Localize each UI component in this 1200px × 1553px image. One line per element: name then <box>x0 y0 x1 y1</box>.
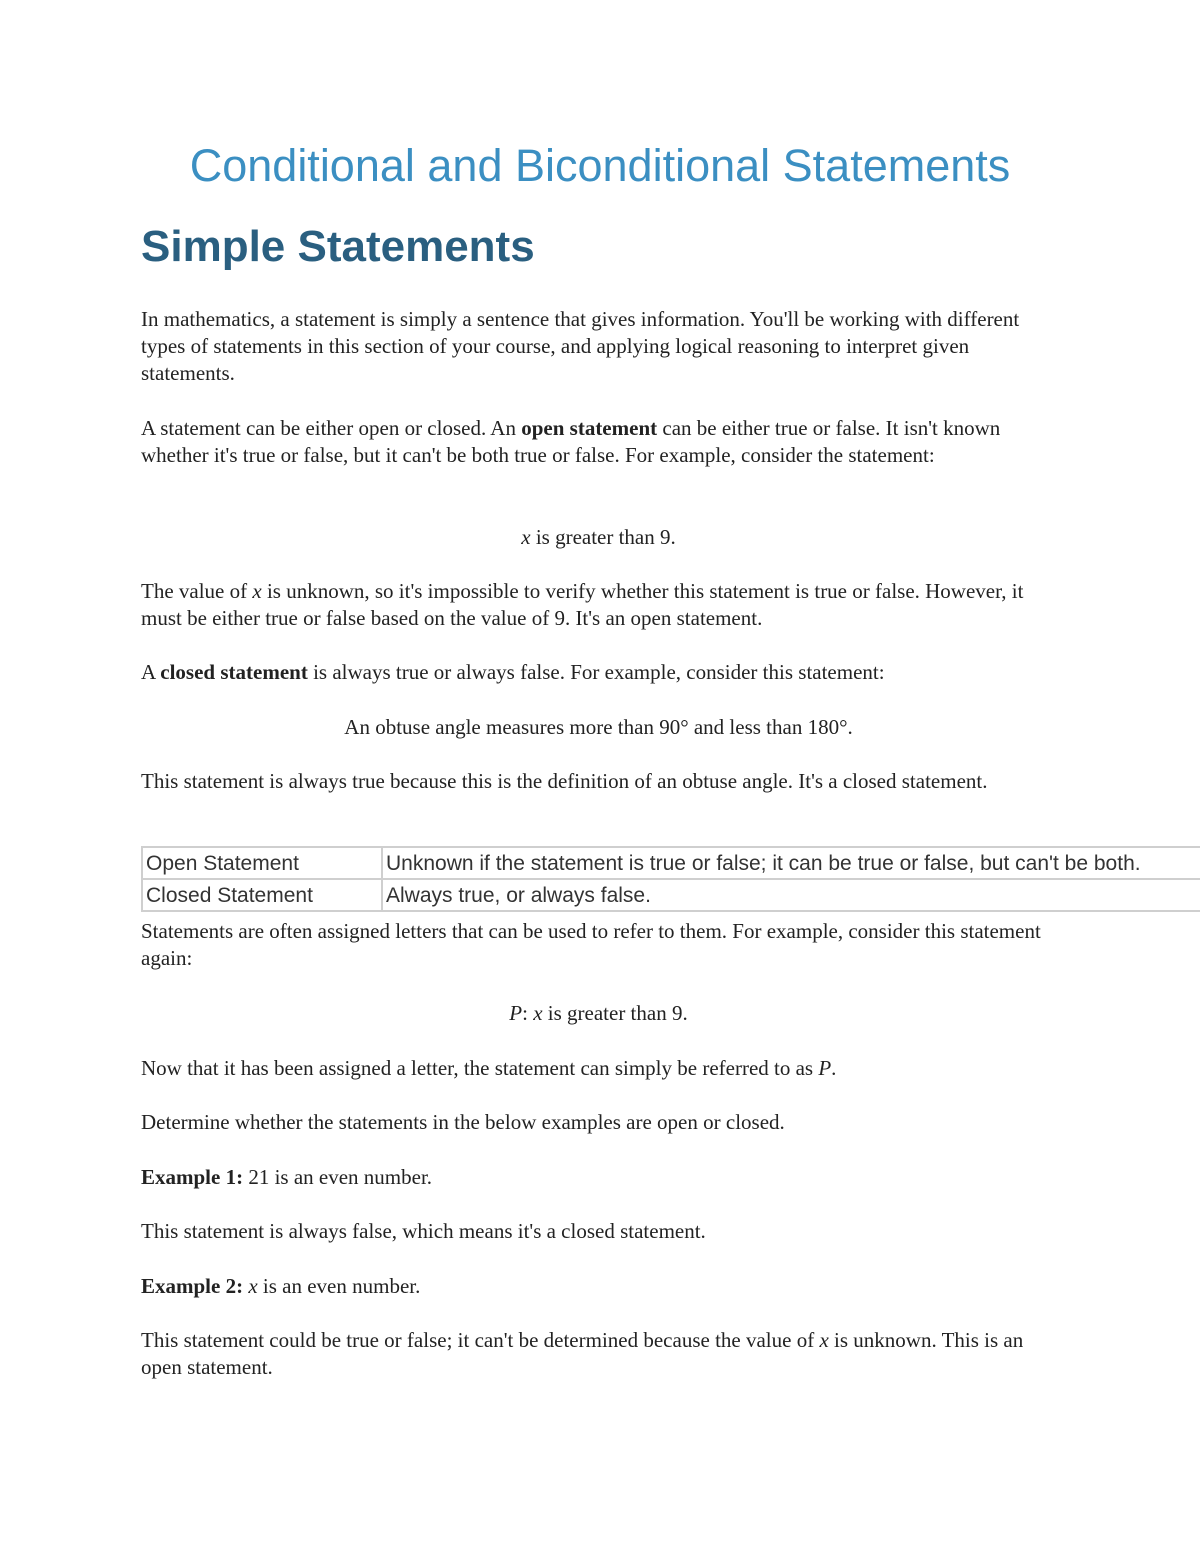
section-heading: Simple Statements <box>141 222 535 271</box>
variable-x: x <box>819 1328 829 1352</box>
open-closed-paragraph: A statement can be either open or closed. An open statement can be either true or false. It isn't known whether it's true or false, but it can't be both true or false. For example, consider the statement: <box>141 416 1001 467</box>
intro-paragraph: In mathematics, a statement is simply a sentence that gives information. You'll be working with different types of statements in this section of your course, and applying logical reasoning to interpret given statements. <box>141 307 1020 385</box>
assigned-letters-paragraph: Statements are often assigned letters that can be used to refer to them. For example, consider this statement again: <box>141 919 1041 970</box>
closed-example: An obtuse angle measures more than 90° and less than 180°. <box>344 715 853 739</box>
variable-p: P <box>818 1056 832 1080</box>
example-1-explanation: This statement is always false, which means it's a closed statement. <box>141 1219 706 1243</box>
closed-paragraph: A closed statement is always true or always false. For example, consider this statement: <box>141 660 885 684</box>
document-title: Conditional and Biconditional Statements <box>189 140 1011 191</box>
table-cell-term: Closed Statement <box>142 879 382 911</box>
table-row <box>142 879 1200 911</box>
referred-paragraph: Now that it has been assigned a letter, the statement can simply be referred to as P. <box>141 1056 837 1080</box>
definitions-table-wrapper <box>141 846 1200 912</box>
closed-statement-term: closed statement <box>160 660 308 684</box>
open-example: x is greater than 9. <box>521 525 676 549</box>
open-statement-term: open statement <box>521 416 658 440</box>
variable-x: x <box>521 525 531 549</box>
table-cell-term: Open Statement <box>142 847 382 879</box>
variable-x: x <box>252 579 262 603</box>
p-example: P: x is greater than 9. <box>509 1001 688 1025</box>
definitions-table <box>141 846 1200 912</box>
table-cell-definition: Always true, or always false. <box>382 879 1200 911</box>
variable-p: P <box>509 1001 523 1025</box>
variable-x: x <box>533 1001 543 1025</box>
example-2: Example 2: x is an even number. <box>141 1274 421 1298</box>
closed-explanation-paragraph: This statement is always true because this is the definition of an obtuse angle. It's a closed statement. <box>141 769 988 793</box>
example-1: Example 1: 21 is an even number. <box>141 1165 433 1189</box>
example-2-explanation: This statement could be true or false; it can't be determined because the value of x is unknown. This is an open statement. <box>141 1328 1024 1379</box>
example-1-label: Example 1: <box>141 1165 244 1189</box>
variable-x: x <box>243 1274 258 1298</box>
table-row <box>142 847 1200 879</box>
open-explanation-paragraph: The value of x is unknown, so it's impossible to verify whether this statement is true or false. However, it must be either true or false based on the value of 9. It's an open statement. <box>141 579 1024 630</box>
determine-paragraph: Determine whether the statements in the below examples are open or closed. <box>141 1110 785 1134</box>
example-2-label: Example 2: <box>141 1274 244 1298</box>
table-cell-definition: Unknown if the statement is true or false; it can be true or false, but can't be both. <box>382 847 1200 879</box>
